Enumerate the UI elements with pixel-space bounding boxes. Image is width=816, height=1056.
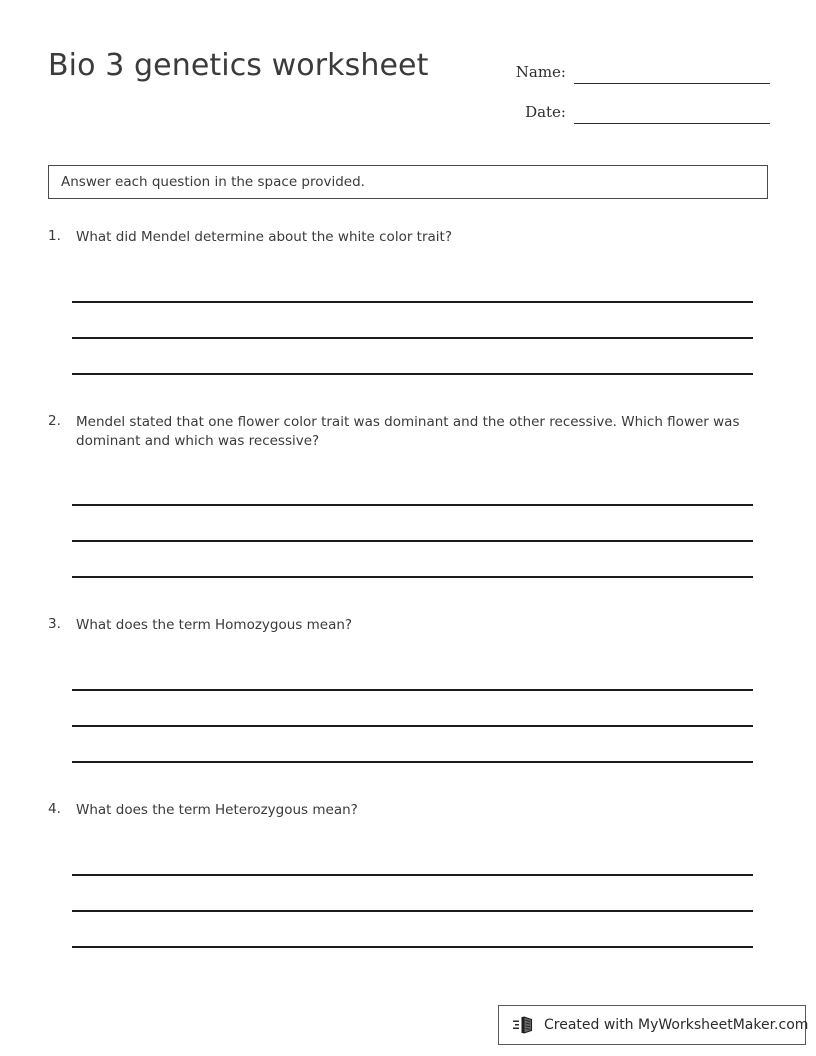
- answer-line[interactable]: [72, 266, 753, 303]
- question-number: 4.: [48, 801, 61, 817]
- name-field-input[interactable]: [574, 57, 770, 84]
- question-number: 3.: [48, 616, 61, 632]
- answer-line[interactable]: [72, 691, 753, 727]
- question-list: [0, 228, 816, 986]
- question-head: [0, 616, 816, 636]
- question-text: What does the term Heterozygous mean?: [76, 802, 358, 818]
- answer-line[interactable]: [72, 839, 753, 876]
- worksheet-maker-logo-icon: [512, 1012, 538, 1038]
- answer-lines: [72, 469, 753, 578]
- answer-line[interactable]: [72, 303, 753, 339]
- question-text: Mendel stated that one flower color trait was dominant and the other recessive. Which flower was dominant and which was recessive?: [76, 414, 740, 449]
- answer-lines: [72, 266, 753, 375]
- answer-lines: [72, 839, 753, 948]
- name-field-label: Name:: [515, 63, 566, 81]
- date-field-input[interactable]: [574, 97, 770, 124]
- date-field-label: Date:: [525, 103, 566, 121]
- question-head: [0, 228, 816, 248]
- worksheet-header: [0, 40, 816, 130]
- question-number: 1.: [48, 228, 61, 244]
- question-head: [0, 801, 816, 821]
- question-number: 2.: [48, 413, 61, 429]
- name-field-row: [498, 50, 770, 84]
- answer-line[interactable]: [72, 727, 753, 763]
- question-block: [0, 228, 816, 375]
- question-text: What did Mendel determine about the white color trait?: [76, 229, 452, 245]
- instruction-text: Answer each question in the space provided.: [61, 174, 365, 190]
- answer-lines: [72, 654, 753, 763]
- name-date-block: [498, 50, 770, 130]
- answer-line[interactable]: [72, 469, 753, 506]
- footer-badge[interactable]: [498, 1005, 809, 1045]
- instruction-box: [48, 165, 768, 199]
- question-text: What does the term Homozygous mean?: [76, 617, 353, 633]
- date-field-row: [498, 90, 770, 124]
- question-block: [0, 413, 816, 578]
- answer-line[interactable]: [72, 654, 753, 691]
- question-head: [0, 413, 816, 451]
- page-title: Bio 3 genetics worksheet: [48, 48, 429, 83]
- footer-text: Created with MyWorksheetMaker.com: [544, 1017, 809, 1033]
- question-block: [0, 616, 816, 763]
- answer-line[interactable]: [72, 912, 753, 948]
- question-block: [0, 801, 816, 948]
- answer-line[interactable]: [72, 542, 753, 578]
- answer-line[interactable]: [72, 339, 753, 375]
- answer-line[interactable]: [72, 876, 753, 912]
- answer-line[interactable]: [72, 506, 753, 542]
